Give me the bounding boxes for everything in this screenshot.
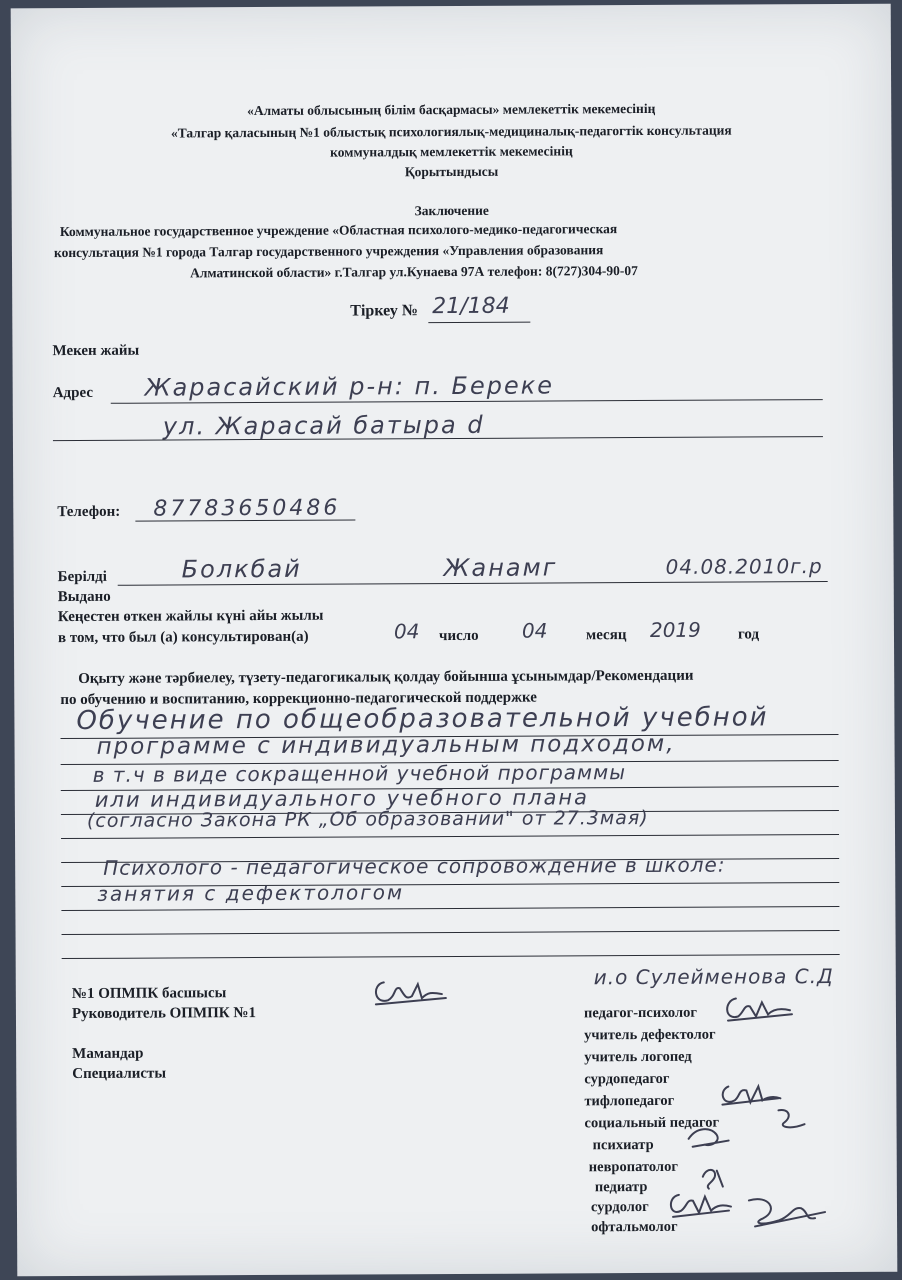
- registration-line: [428, 322, 530, 324]
- registration-label: Тіркеу №: [350, 302, 418, 320]
- consultation-year-label: год: [737, 626, 760, 643]
- rec-text: или индивидуального учебного плана: [94, 785, 590, 812]
- specialists-label-ru: Специалисты: [72, 1065, 167, 1083]
- role-speech-therapist: учитель логопед: [584, 1048, 692, 1066]
- address-value-2: ул. Жарасай батыра d: [162, 410, 485, 441]
- role-ophthalmologist: офтальмолог: [591, 1218, 678, 1236]
- head-label-kz: №1 ОПМПК басшысы: [71, 985, 227, 1003]
- header-kz-line3: коммуналдық мемлекеттік мекемесінің: [330, 143, 573, 160]
- header-ru-title: Заключение: [414, 202, 489, 219]
- consultation-ru-text: в том, что был (а) консультирован(а): [57, 628, 309, 647]
- head-label-ru: Руководитель ОПМПК №1: [71, 1005, 257, 1023]
- rec-line: [62, 930, 840, 935]
- rec-text: (согласно Закона РК „Об образовании" от 27.3мая): [86, 806, 649, 832]
- role-neuropathologist: невропатолог: [588, 1158, 678, 1176]
- role-psychiatrist: психиатр: [592, 1136, 654, 1154]
- issued-name: Жанамг: [443, 553, 558, 583]
- rec-text: программе с индивидуальным подходом,: [96, 730, 676, 760]
- surdologist-signature: [665, 1189, 735, 1223]
- psychologist-signature: [720, 992, 796, 1026]
- address-label-ru: Адрес: [52, 384, 94, 402]
- social-pedagog-signature: [770, 1104, 810, 1134]
- consultation-month: 04: [521, 618, 548, 643]
- rec-line: [61, 834, 839, 839]
- header-ru-line3: Алматинской области» г.Талгар ул.Кунаева 97А телефон: 8(727)304-90-07: [190, 263, 638, 281]
- phone-label: Телефон:: [57, 503, 121, 521]
- issued-label-ru: Выдано: [57, 588, 111, 606]
- header-ru-line1: Коммунальное государственное учреждение «Областная психолого-медико-педагогическая: [59, 221, 618, 240]
- role-surdologist: сурдолог: [590, 1198, 649, 1216]
- consultation-day-label: число: [438, 627, 479, 645]
- consultation-month-label: месяц: [585, 627, 627, 644]
- consultation-kz-text: Кеңестен өткен жайлы күні айы жылы: [57, 607, 324, 626]
- address-label-kz: Мекен жайы: [52, 342, 140, 360]
- header-ru-line2: консультация №1 города Талгар государственного учреждения «Управления образования: [53, 242, 604, 261]
- role-surdopedagog: сурдопедагог: [584, 1070, 670, 1088]
- role-psychologist: педагог-психолог: [583, 1004, 697, 1022]
- role-tiflopedagog: тифлопедагог: [584, 1092, 675, 1110]
- address-value-1: Жарасайский р-н: п. Береке: [144, 371, 555, 402]
- header-kz-line2: «Талгар қаласының №1 облыстық психологиялық-медициналық-педагогтік консультация: [170, 122, 732, 141]
- rec-text: Обучение по общеобразовательной учебной: [76, 702, 769, 736]
- header-kz-title: Қорытындысы: [404, 163, 499, 180]
- psychiatrist-signature: [683, 1123, 733, 1153]
- header-kz-line1: «Алматы облысының білім басқармасы» мемлекеттік мекемесінің: [247, 100, 656, 119]
- role-social-pedagog: социальный педагог: [584, 1114, 720, 1132]
- consultation-year: 2019: [649, 617, 701, 642]
- rec-line: [61, 906, 839, 911]
- issued-surname: Болкбай: [181, 554, 302, 584]
- issued-label-kz: Берілді: [57, 568, 107, 586]
- registration-number: 21/184: [432, 293, 510, 320]
- issued-birthdate: 04.08.2010г.р: [665, 554, 823, 579]
- role-defectologist: учитель дефектолог: [584, 1026, 716, 1044]
- head-name: и.о Сулейменова С.Д: [593, 964, 834, 990]
- recommendations-heading-2: по обучению и воспитанию, коррекционно-педагогической поддержке: [60, 689, 537, 709]
- consultation-day: 04: [393, 619, 420, 644]
- phone-value: 87783650486: [153, 495, 341, 522]
- rec-text: Психолого - педагогическое сопровождение в школе:: [103, 852, 726, 880]
- head-signature: [370, 974, 450, 1010]
- rec-text: занятия с дефектологом: [97, 880, 405, 906]
- recommendations-heading-1: Оқыту және тәрбиелеу, түзету-педагогикалық қолдау бойынша ұсынымдар/Рекомендации: [78, 667, 694, 687]
- document-page: [11, 4, 898, 1277]
- ophthalmologist-signature: [739, 1190, 829, 1230]
- role-pediatrician: педиатр: [594, 1178, 648, 1196]
- rec-line: [62, 954, 840, 959]
- specialists-label-kz: Мамандар: [72, 1045, 144, 1063]
- rec-text: в т.ч в виде сокращенной учебной программы: [92, 760, 627, 787]
